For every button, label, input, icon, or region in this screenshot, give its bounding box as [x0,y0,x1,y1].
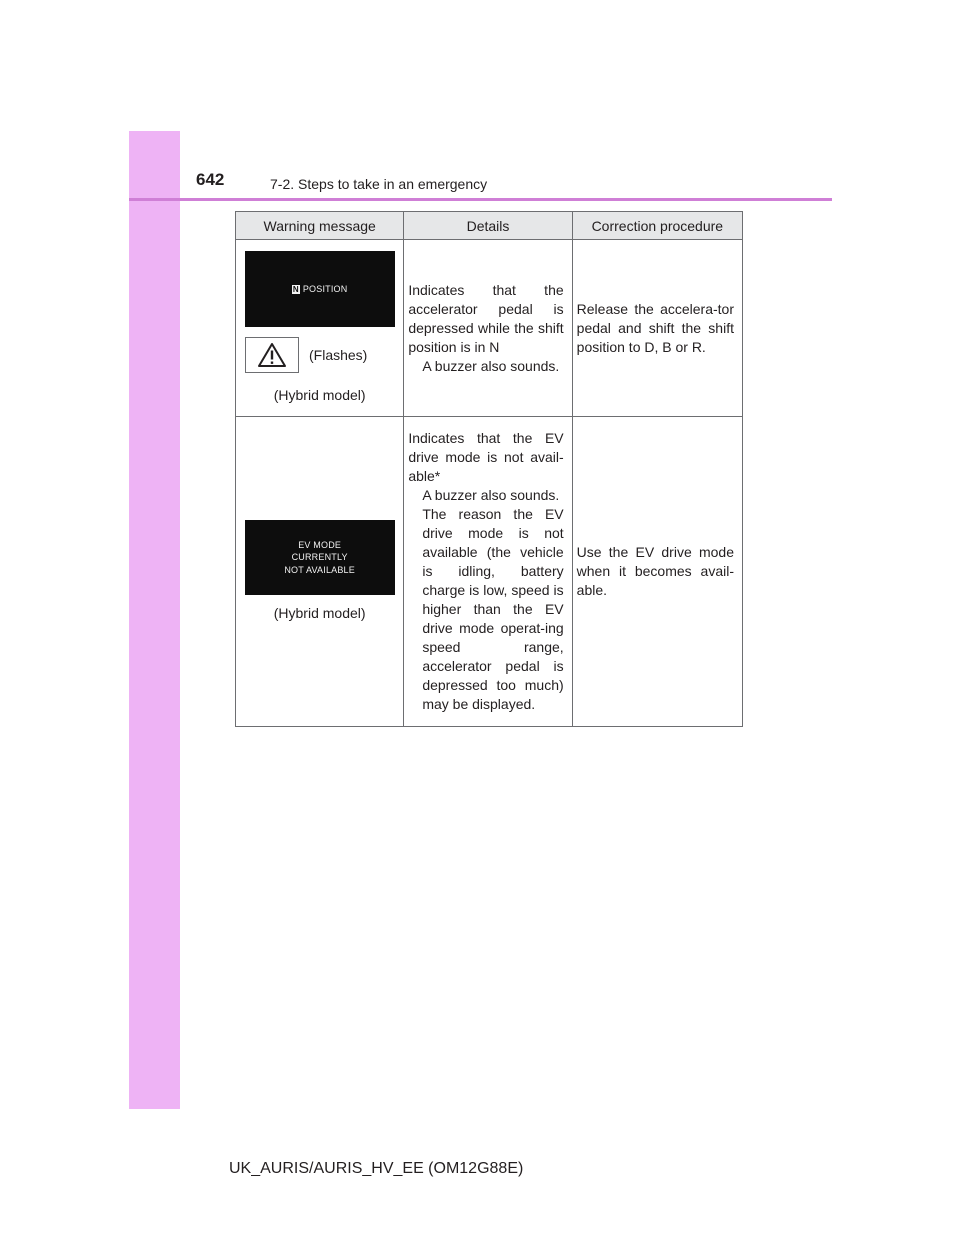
display-line: EV MODE [298,539,342,550]
display-line: CURRENTLY [291,552,348,563]
section-title: 7-2. Steps to take in an emergency [270,176,488,192]
correction-cell: Use the EV drive mode when it becomes avail-able. [572,417,742,727]
flashes-note: (Flashes) [309,346,368,363]
warning-triangle-icon [245,337,299,373]
table-row [236,417,743,727]
ev-mode-display [245,520,395,595]
warning-message-table [235,211,743,727]
table-header-row [236,212,743,240]
page-number: 642 [196,170,225,189]
n-position-display [245,251,395,327]
header-details: Details [404,212,572,240]
details-sub-note: A buzzer also sounds. [422,487,560,503]
details-main: Indicates that the accelerator pedal is depressed while the shift position is in N [408,281,564,355]
document-code-footer: UK_AURIS/AURIS_HV_EE (OM12G88E) [229,1160,524,1177]
warning-message-cell [236,417,404,727]
details-sub-note: A buzzer also sounds. [422,357,560,374]
display-text: POSITION [302,283,348,294]
model-note: (Hybrid model) [273,387,366,403]
details-cell [404,240,572,417]
header-warning-message: Warning message [236,212,404,240]
warning-message-cell [236,240,404,417]
header-rule [129,198,832,201]
table-row [236,240,743,417]
details-main: Indicates that the EV drive mode is not avail-able* [408,430,564,484]
details-cell [404,417,572,727]
chapter-side-tab [129,131,180,1109]
n-position-indicator: N [292,284,299,294]
correction-cell: Release the accelera-tor pedal and shift the shift position to D, B or R. [572,240,742,417]
model-note: (Hybrid model) [273,605,366,621]
header-correction-procedure: Correction procedure [572,212,742,240]
display-line: NOT AVAILABLE [284,564,355,575]
details-sub-note: The reason the EV drive mode is not available (the vehicle is idling, battery charge is low, speed is higher than the EV drive mode operat-ing speed range, accelerator pedal is depressed too much) may be displayed. [422,506,564,712]
